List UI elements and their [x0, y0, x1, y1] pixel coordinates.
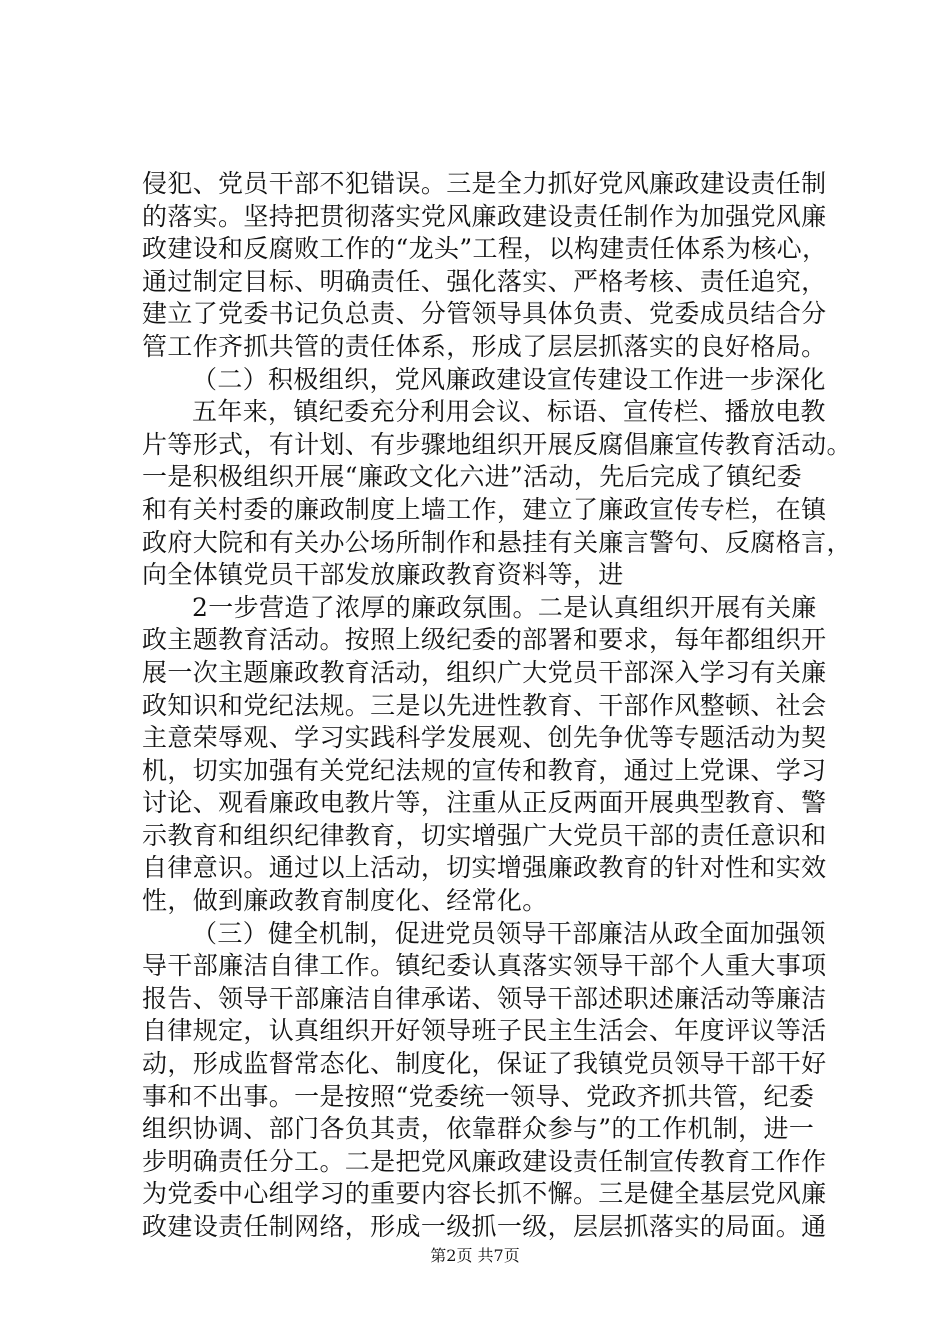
text-line: 和有关村委的廉政制度上墙工作，建立了廉政宣传专栏，在镇 — [142, 494, 827, 524]
text-line: 一是积极组织开展“廉政文化六进”活动，先后完成了镇纪委 — [142, 462, 803, 492]
text-line: 自律规定，认真组织开好领导班子民主生活会、年度评议等活 — [142, 1016, 827, 1046]
text-line: 政建设和反腐败工作的“龙头”工程，以构建责任体系为核心， — [142, 234, 828, 264]
text-line: 2一步营造了浓厚的廉政氛围。二是认真组织开展有关廉 — [192, 592, 817, 622]
document-body — [142, 168, 852, 1244]
text-line: 片等形式，有计划、有步骤地组织开展反腐倡廉宣传教育活动。 — [142, 429, 852, 459]
text-line: 展一次主题廉政教育活动，组织广大党员干部深入学习有关廉 — [142, 657, 827, 687]
text-line: 政建设责任制网络，形成一级抓一级，层层抓落实的局面。通 — [142, 1212, 827, 1241]
text-line: 导干部廉洁自律工作。镇纪委认真落实领导干部个人重大事项 — [142, 951, 827, 981]
text-line: （二）积极组织，党风廉政建设宣传建设工作进一步深化 — [192, 364, 826, 394]
text-line: 机，切实加强有关党纪法规的宣传和教育，通过上党课、学习 — [142, 755, 827, 785]
text-line: 通过制定目标、明确责任、强化落实、严格考核、责任追究， — [142, 266, 827, 296]
text-line: 自律意识。通过以上活动，切实增强廉政教育的针对性和实效 — [142, 853, 827, 883]
text-line: 侵犯、党员干部不犯错误。三是全力抓好党风廉政建设责任制 — [142, 169, 827, 198]
text-line: 主意荣辱观、学习实践科学发展观、创先争优等专题活动为契 — [142, 723, 827, 753]
text-line: 的落实。坚持把贯彻落实党风廉政建设责任制作为加强党风廉 — [142, 201, 827, 231]
text-line: 报告、领导干部廉洁自律承诺、领导干部述职述廉活动等廉洁 — [142, 983, 827, 1013]
text-line: 政府大院和有关办公场所制作和悬挂有关廉言警句、反腐格言， — [142, 527, 852, 557]
text-line: （三）健全机制，促进党员领导干部廉洁从政全面加强领 — [192, 918, 826, 948]
text-line: 步明确责任分工。二是把党风廉政建设责任制宣传教育工作作 — [142, 1146, 827, 1176]
text-line: 管工作齐抓共管的责任体系，形成了层层抓落实的良好格局。 — [142, 331, 827, 361]
text-line: 五年来，镇纪委充分利用会议、标语、宣传栏、播放电教 — [192, 397, 826, 427]
text-line: 组织协调、部门各负其责，依靠群众参与”的工作机制，进一 — [142, 1114, 815, 1144]
text-line: 向全体镇党员干部发放廉政教育资料等，进 — [142, 560, 624, 590]
text-line: 动，形成监督常态化、制度化，保证了我镇党员领导干部干好 — [142, 1049, 827, 1079]
text-line: 为党委中心组学习的重要内容长抓不懈。三是健全基层党风廉 — [142, 1179, 827, 1209]
text-line: 建立了党委书记负总责、分管领导具体负责、党委成员结合分 — [142, 299, 827, 329]
text-line: 事和不出事。一是按照“党委统一领导、党政齐抓共管，纪委 — [142, 1081, 815, 1111]
page-footer: 第2页 共7页 — [430, 1246, 520, 1265]
text-line: 政知识和党纪法规。三是以先进性教育、干部作风整顿、社会 — [142, 690, 827, 720]
text-line: 政主题教育活动。按照上级纪委的部署和要求，每年都组织开 — [142, 625, 827, 655]
text-line: 示教育和组织纪律教育，切实增强广大党员干部的责任意识和 — [142, 820, 827, 850]
text-line: 性，做到廉政教育制度化、经常化。 — [142, 886, 548, 916]
text-line: 讨论、观看廉政电教片等，注重从正反两面开展典型教育、警 — [142, 788, 827, 818]
